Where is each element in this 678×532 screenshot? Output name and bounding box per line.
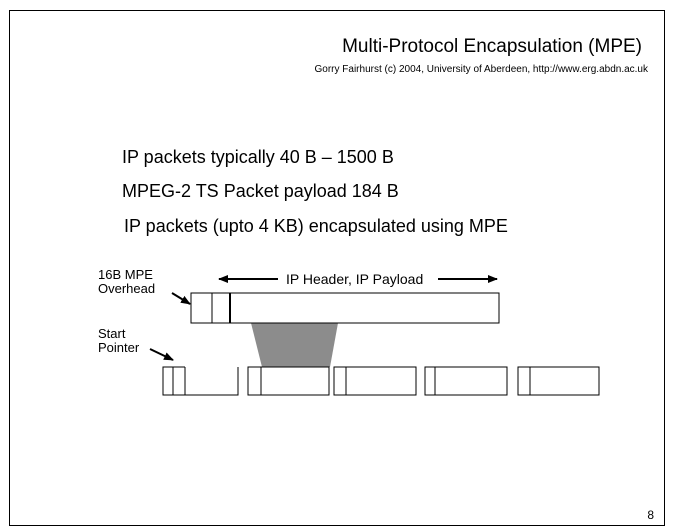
ts-packet-4 bbox=[425, 367, 507, 395]
ts-packet-1 bbox=[163, 367, 238, 395]
page-number: 8 bbox=[647, 508, 654, 522]
ts-packet-2 bbox=[248, 367, 329, 395]
payload-projection bbox=[251, 323, 338, 367]
ip-header-payload-label: IP Header, IP Payload bbox=[286, 271, 424, 287]
mpe-section-box bbox=[191, 293, 499, 323]
start-pointer-arrow bbox=[150, 349, 173, 360]
overhead-label-line-2: Overhead bbox=[98, 281, 156, 296]
bullet-ts-payload: MPEG-2 TS Packet payload 184 B bbox=[122, 181, 399, 201]
ts-packet-3 bbox=[334, 367, 416, 395]
start-pointer-label-line-1: Start bbox=[98, 326, 126, 341]
slide-subtitle: Gorry Fairhurst (c) 2004, University of Aberdeen, http://www.erg.abdn.ac.uk bbox=[314, 64, 648, 75]
start-pointer-label-line-2: Pointer bbox=[98, 340, 140, 355]
bullet-ip-packets: IP packets typically 40 B – 1500 B bbox=[122, 147, 394, 167]
slide-title: Multi-Protocol Encapsulation (MPE) bbox=[342, 36, 642, 57]
ts-packet-5 bbox=[518, 367, 599, 395]
overhead-arrow bbox=[172, 293, 190, 304]
bullet-mpe-encapsulation: IP packets (upto 4 KB) encapsulated using MPE bbox=[124, 216, 508, 236]
overhead-label-line-1: 16B MPE bbox=[98, 267, 153, 282]
